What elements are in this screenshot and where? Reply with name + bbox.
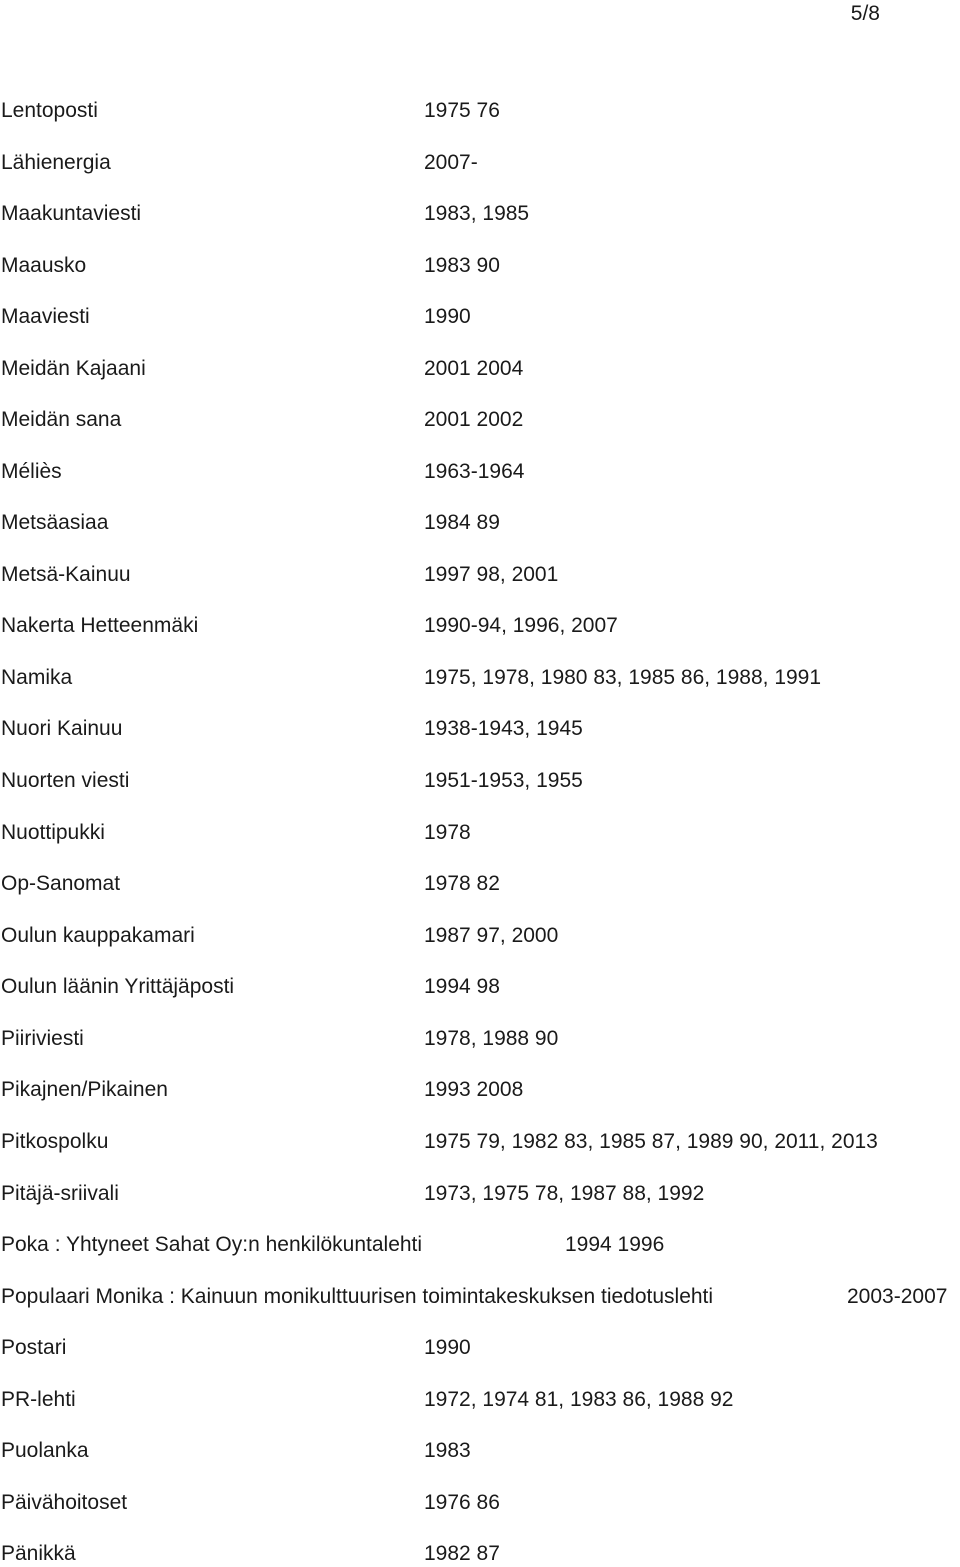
entry-years: 1976 86 [424,1491,500,1514]
entry-years: 2001 2002 [424,408,524,431]
entry-years: 1975, 1978, 1980 83, 1985 86, 1988, 1991 [424,666,822,689]
entry-years: 2001 2004 [424,357,524,380]
entry-title: Maausko [1,254,87,277]
entry-years: 2003-2007 [847,1285,948,1308]
entry-years: 1984 89 [424,511,500,534]
entry-years: 1983 90 [424,254,500,277]
entry-title: Pitäjä-sriivali [1,1182,119,1205]
entry-years: 1951-1953, 1955 [424,769,583,792]
entry-title: Piiriviesti [1,1027,84,1050]
entry-title: Lähienergia [1,151,111,174]
entry-years: 1978, 1988 90 [424,1027,559,1050]
entry-title: Maaviesti [1,305,90,328]
page-number: 5/8 [850,2,880,25]
entry-title: Pikajnen/Pikainen [1,1078,168,1101]
entry-years: 1997 98, 2001 [424,563,559,586]
entry-title: Nuorten viesti [1,769,130,792]
entry-title: Populaari Monika : Kainuun monikulttuurisen toimintakeskuksen tiedotuslehti [1,1285,714,1308]
entry-years: 1978 [424,821,471,844]
entry-title: Nakerta Hetteenmäki [1,614,199,637]
entry-title: Puolanka [1,1439,89,1462]
entry-title: Pitkospolku [1,1130,109,1153]
entry-years: 1993 2008 [424,1078,524,1101]
entry-title: Metsäasiaa [1,511,109,534]
entry-title: Nuori Kainuu [1,717,123,740]
entry-title: Meidän Kajaani [1,357,146,380]
entry-title: Oulun kauppakamari [1,924,195,947]
entry-years: 1990-94, 1996, 2007 [424,614,618,637]
entry-years: 1975 76 [424,99,500,122]
entry-title: Metsä-Kainuu [1,563,131,586]
entry-title: Méliès [1,460,62,483]
entry-years: 1972, 1974 81, 1983 86, 1988 92 [424,1388,734,1411]
entry-years: 1973, 1975 78, 1987 88, 1992 [424,1182,705,1205]
entry-years: 1978 82 [424,872,500,895]
entry-title: Oulun läänin Yrittäjäposti [1,975,235,998]
entry-title: Nuottipukki [1,821,105,844]
entry-title: Op-Sanomat [1,872,121,895]
entry-title: Meidän sana [1,408,122,431]
entry-years: 1983, 1985 [424,202,530,225]
entry-years: 2007- [424,151,478,174]
entry-title: Postari [1,1336,67,1359]
entry-title: Pänikkä [1,1542,76,1565]
entry-title: Poka : Yhtyneet Sahat Oy:n henkilökuntalehti [1,1233,423,1256]
entry-years: 1990 [424,1336,471,1359]
entry-years: 1963-1964 [424,460,525,483]
entry-title: Namika [1,666,73,689]
entry-years: 1994 1996 [565,1233,665,1256]
entry-years: 1987 97, 2000 [424,924,559,947]
entry-years: 1994 98 [424,975,500,998]
entry-title: Lentoposti [1,99,98,122]
entry-years: 1975 79, 1982 83, 1985 87, 1989 90, 2011, 2013 [424,1130,878,1153]
entry-title: PR-lehti [1,1388,76,1411]
entry-years: 1983 [424,1439,471,1462]
entry-title: Päivähoitoset [1,1491,128,1514]
entry-title: Maakuntaviesti [1,202,142,225]
entry-years: 1990 [424,305,471,328]
entry-years: 1982 87 [424,1542,500,1565]
entry-years: 1938-1943, 1945 [424,717,583,740]
